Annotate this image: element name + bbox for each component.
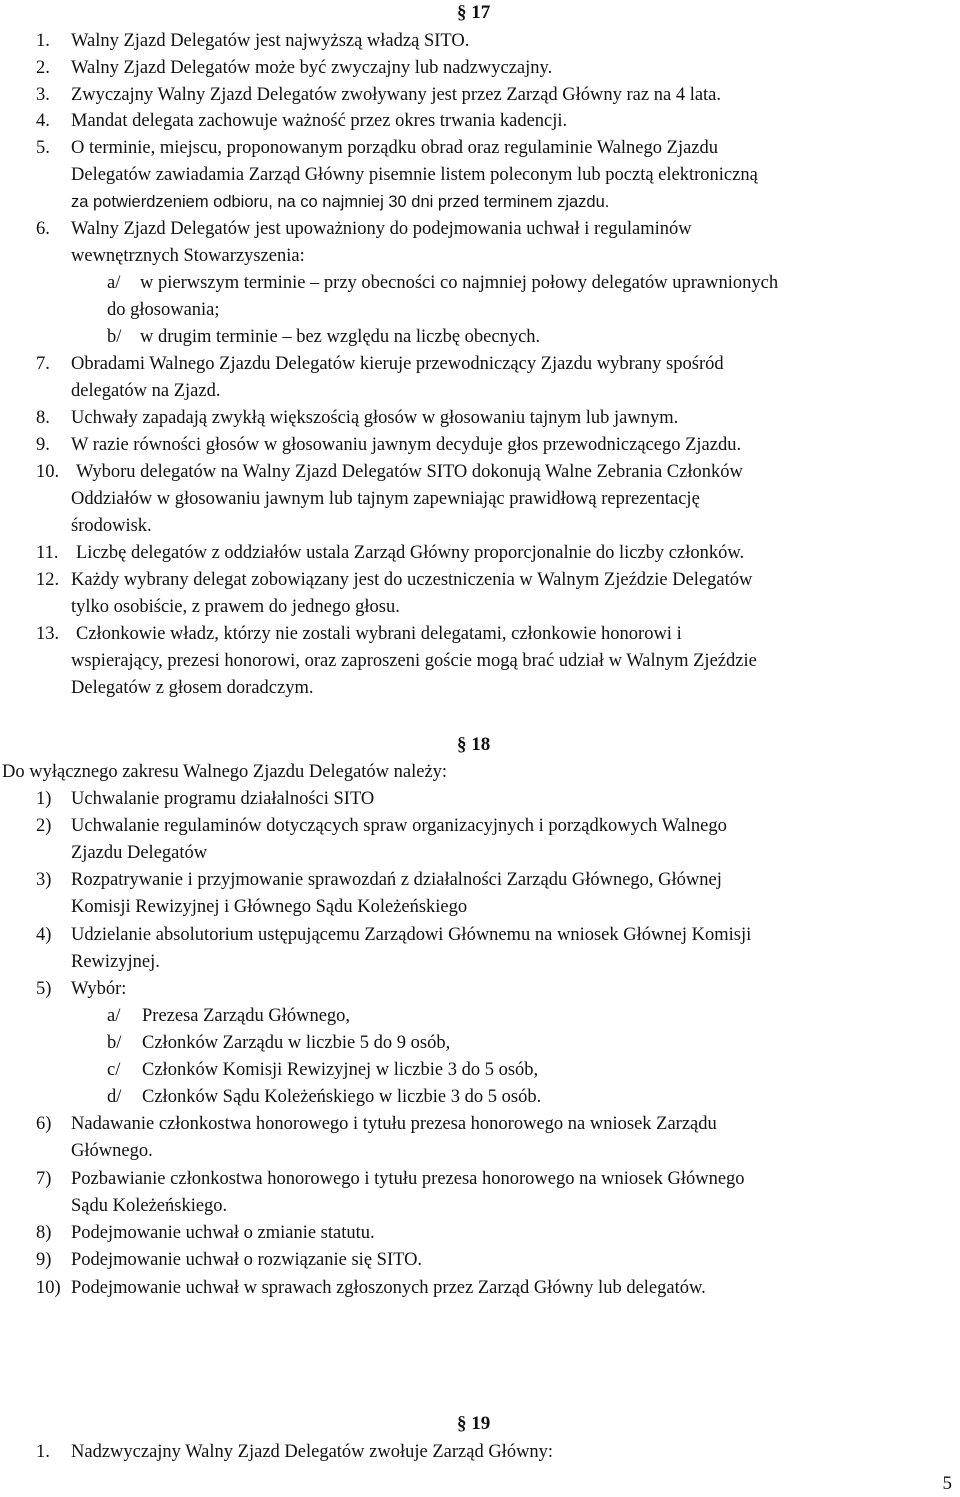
s17-item-6a-line-2: do głosowania; <box>107 300 220 320</box>
page-number: 5 <box>942 1473 952 1494</box>
s18-item-1-number: 1) <box>36 789 52 809</box>
s18-item-8-number: 8) <box>36 1223 52 1243</box>
s18-item-6-line-2: Głównego. <box>71 1141 153 1161</box>
s17-item-9-text: W razie równości głosów w głosowaniu jawnym decyduje głos przewodniczącego Zjazdu. <box>71 435 742 455</box>
s17-item-7-number: 7. <box>36 354 50 374</box>
s18-item-5-number: 5) <box>36 979 52 999</box>
s17-item-10-line-2: Oddziałów w głosowaniu jawnym lub tajnym zapewniając prawidłową reprezentację <box>71 489 700 509</box>
s18-item-1-text: Uchwalanie programu działalności SITO <box>71 789 375 809</box>
s19-item-1-text: Nadzwyczajny Walny Zjazd Delegatów zwołuje Zarząd Główny: <box>71 1442 554 1462</box>
s18-item-10-number: 10) <box>36 1278 61 1298</box>
s18-item-7-line-1: Pozbawianie członkostwa honorowego i tytułu prezesa honorowego na wniosek Głównego <box>71 1169 745 1189</box>
s17-item-5-line-2: Delegatów zawiadamia Zarząd Główny pisemnie listem poleconym lub pocztą elektroniczną <box>71 165 758 185</box>
s18-item-3-number: 3) <box>36 870 52 890</box>
s17-item-10-line-3: środowisk. <box>71 516 152 536</box>
s18-item-2-line-1: Uchwalanie regulaminów dotyczących spraw organizacyjnych i porządkowych Walnego <box>71 816 727 836</box>
s17-item-11-number: 11. <box>36 543 59 563</box>
s17-item-3-text: Zwyczajny Walny Zjazd Delegatów zwoływany jest przez Zarząd Główny raz na 4 lata. <box>71 85 722 105</box>
s17-item-6b-label: b/ <box>107 327 122 347</box>
s17-item-9-number: 9. <box>36 435 50 455</box>
s18-item-2-line-2: Zjazdu Delegatów <box>71 843 208 863</box>
s17-item-3-number: 3. <box>36 85 50 105</box>
s18-item-5a-label: a/ <box>107 1006 121 1026</box>
s17-item-13-line-1: Członkowie władz, którzy nie zostali wybrani delegatami, członkowie honorowi i <box>76 624 682 644</box>
s17-item-10-number: 10. <box>36 462 60 482</box>
s17-item-6-number: 6. <box>36 219 50 239</box>
s17-item-4-number: 4. <box>36 111 50 131</box>
s18-item-9-text: Podejmowanie uchwał o rozwiązanie się SITO. <box>71 1250 423 1270</box>
s18-item-6-line-1: Nadawanie członkostwa honorowego i tytułu prezesa honorowego na wniosek Zarządu <box>71 1114 717 1134</box>
s17-item-7-line-2: delegatów na Zjazd. <box>71 381 221 401</box>
s17-item-10-line-1: Wyboru delegatów na Walny Zjazd Delegatów SITO dokonują Walne Zebrania Członków <box>76 462 743 482</box>
s17-item-6a-line-1: w pierwszym terminie – przy obecności co najmniej połowy delegatów uprawnionych <box>140 273 779 293</box>
s18-item-2-number: 2) <box>36 816 52 836</box>
s17-item-4-text: Mandat delegata zachowuje ważność przez okres trwania kadencji. <box>71 111 568 131</box>
s17-item-12-number: 12. <box>36 570 60 590</box>
s17-item-7-line-1: Obradami Walnego Zjazdu Delegatów kieruje przewodniczący Zjazdu wybrany spośród <box>71 354 724 374</box>
s17-item-6b-line-1: w drugim terminie – bez względu na liczbę obecnych. <box>140 327 541 347</box>
s17-item-1-text: Walny Zjazd Delegatów jest najwyższą władzą SITO. <box>71 31 470 51</box>
s18-item-5a-text: Prezesa Zarządu Głównego, <box>142 1006 351 1026</box>
s17-item-5-line-3: za potwierdzeniem odbioru, na co najmniej 30 dni przed terminem zjazdu. <box>71 193 610 211</box>
s17-item-13-number: 13. <box>36 624 60 644</box>
section-17-heading: § 17 <box>457 2 491 23</box>
s18-item-10-text: Podejmowanie uchwał w sprawach zgłoszonych przez Zarząd Główny lub delegatów. <box>71 1278 706 1298</box>
s17-item-13-line-2: wspierający, prezesi honorowi, oraz zaproszeni goście mogą brać udział w Walnym Zjeździe <box>71 651 757 671</box>
s18-item-5c-text: Członków Komisji Rewizyjnej w liczbie 3 do 5 osób, <box>142 1060 539 1080</box>
s17-item-6-line-1: Walny Zjazd Delegatów jest upoważniony do podejmowania uchwał i regulaminów <box>71 219 692 239</box>
s18-item-5d-label: d/ <box>107 1087 122 1107</box>
s18-item-5b-text: Członków Zarządu w liczbie 5 do 9 osób, <box>142 1033 451 1053</box>
s18-item-4-number: 4) <box>36 925 52 945</box>
s17-item-2-number: 2. <box>36 58 50 78</box>
s17-item-5-number: 5. <box>36 138 50 158</box>
s17-item-2-text: Walny Zjazd Delegatów może być zwyczajny lub nadzwyczajny. <box>71 58 553 78</box>
s18-item-3-line-1: Rozpatrywanie i przyjmowanie sprawozdań z działalności Zarządu Głównego, Głównej <box>71 870 722 890</box>
s18-item-4-line-2: Rewizyjnej. <box>71 952 160 972</box>
s18-item-9-number: 9) <box>36 1250 52 1270</box>
s18-item-8-text: Podejmowanie uchwał o zmianie statutu. <box>71 1223 375 1243</box>
s18-item-5-text: Wybór: <box>71 979 127 999</box>
s18-item-7-line-2: Sądu Koleżeńskiego. <box>71 1196 228 1216</box>
s18-item-3-line-2: Komisji Rewizyjnej i Głównego Sądu Koleżeńskiego <box>71 897 468 917</box>
section-18-heading: § 18 <box>457 734 491 755</box>
s19-item-1-number: 1. <box>36 1442 50 1462</box>
s17-item-5-line-1: O terminie, miejscu, proponowanym porządku obrad oraz regulaminie Walnego Zjazdu <box>71 138 719 158</box>
s17-item-12-line-1: Każdy wybrany delegat zobowiązany jest do uczestniczenia w Walnym Zjeździe Delegatów <box>71 570 753 590</box>
s18-item-4-line-1: Udzielanie absolutorium ustępującemu Zarządowi Głównemu na wniosek Głównej Komisji <box>71 925 752 945</box>
s18-item-6-number: 6) <box>36 1114 52 1134</box>
s18-item-5b-label: b/ <box>107 1033 122 1053</box>
s18-item-5c-label: c/ <box>107 1060 121 1080</box>
s18-intro: Do wyłącznego zakresu Walnego Zjazdu Delegatów należy: <box>2 762 448 782</box>
section-19-heading: § 19 <box>457 1413 491 1434</box>
s17-item-12-line-2: tylko osobiście, z prawem do jednego głosu. <box>71 597 400 617</box>
s17-item-6-line-2: wewnętrznych Stowarzyszenia: <box>71 246 305 266</box>
s17-item-13-line-3: Delegatów z głosem doradczym. <box>71 678 314 698</box>
s17-item-8-text: Uchwały zapadają zwykłą większością głosów w głosowaniu tajnym lub jawnym. <box>71 408 679 428</box>
s17-item-6a-label: a/ <box>107 273 121 293</box>
s18-item-7-number: 7) <box>36 1169 52 1189</box>
s18-item-5d-text: Członków Sądu Koleżeńskiego w liczbie 3 do 5 osób. <box>142 1087 542 1107</box>
s17-item-8-number: 8. <box>36 408 50 428</box>
s17-item-1-number: 1. <box>36 31 50 51</box>
s17-item-11-text: Liczbę delegatów z oddziałów ustala Zarząd Główny proporcjonalnie do liczby członków. <box>76 543 745 563</box>
